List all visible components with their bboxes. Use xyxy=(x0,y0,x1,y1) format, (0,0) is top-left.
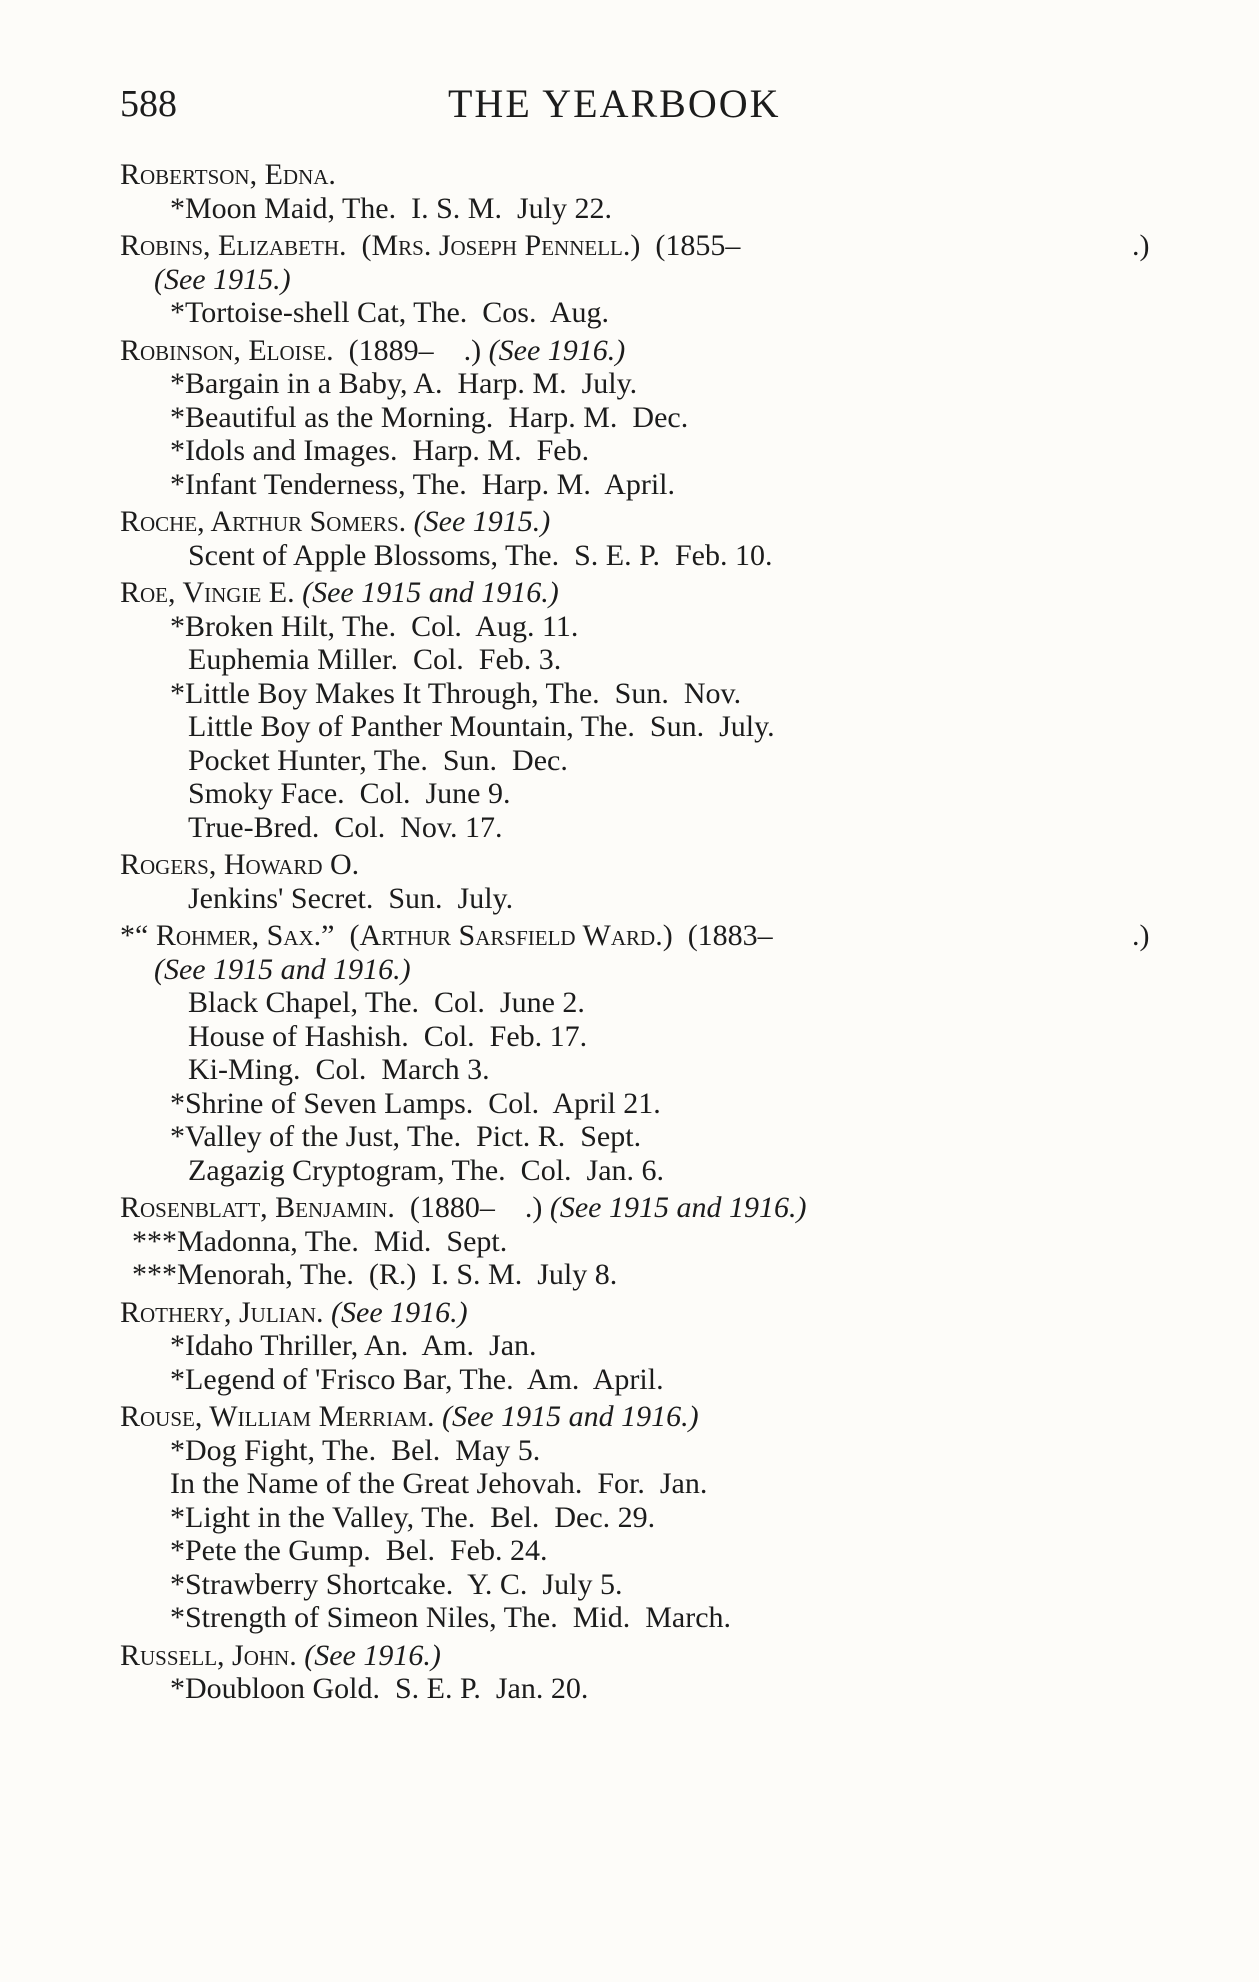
author-heading: Rogers, Howard O. xyxy=(120,848,360,881)
entry xyxy=(120,229,1160,330)
story-line: ***Menorah, The. (R.) I. S. M. July 8. xyxy=(132,1258,618,1291)
story-line: *Bargain in a Baby, A. Harp. M. July. xyxy=(170,367,638,400)
author-heading: Rouse, William Merriam. xyxy=(120,1400,435,1433)
story-line: *Light in the Valley, The. Bel. Dec. 29. xyxy=(170,1500,656,1534)
see-reference: (See 1916.) xyxy=(304,1638,441,1672)
story-line: True-Bred. Col. Nov. 17. xyxy=(188,810,503,844)
story-line: *Strength of Simeon Niles, The. Mid. March. xyxy=(170,1601,732,1634)
author-heading: Rosenblatt, Benjamin. (1880– .) xyxy=(120,1191,543,1224)
story-line: Scent of Apple Blossoms, The. S. E. P. Feb. 10. xyxy=(188,538,773,572)
page-number: 588 xyxy=(120,83,177,125)
date-close: .) xyxy=(1132,919,1150,952)
see-reference: (See 1915 and 1916.) xyxy=(441,1400,699,1433)
story-line: Jenkins' Secret. Sun. July. xyxy=(188,881,514,915)
author-heading: Robins, Elizabeth. (Mrs. Joseph Pennell.) (1855– xyxy=(120,229,741,262)
entry xyxy=(120,919,1160,1187)
entry xyxy=(120,1191,1160,1292)
story-line: Ki-Ming. Col. March 3. xyxy=(188,1053,490,1086)
date-close: .) xyxy=(1132,229,1150,262)
story-line: *Shrine of Seven Lamps. Col. April 21. xyxy=(170,1086,661,1120)
author-heading: Robinson, Eloise. (1889– .) xyxy=(120,333,482,367)
story-line: *Doubloon Gold. S. E. P. Jan. 20. xyxy=(170,1672,589,1705)
entry-list xyxy=(120,158,1160,1710)
see-reference: (See 1915.) xyxy=(413,505,551,538)
see-reference: (See 1915 and 1916.) xyxy=(154,952,411,986)
author-heading: Rothery, Julian. xyxy=(120,1295,324,1329)
entry xyxy=(120,848,1160,915)
running-head: THE YEARBOOK xyxy=(448,81,781,126)
author-heading: Roche, Arthur Somers. xyxy=(120,505,407,538)
entry xyxy=(120,1639,1160,1706)
see-reference: (See 1915.) xyxy=(154,262,291,296)
author-heading: Russell, John. xyxy=(120,1638,297,1672)
story-line: *Moon Maid, The. I. S. M. July 22. xyxy=(170,191,612,225)
see-reference: (See 1916.) xyxy=(488,333,626,367)
entry xyxy=(120,1400,1160,1635)
story-line: Smoky Face. Col. June 9. xyxy=(188,777,511,810)
story-line: Zagazig Cryptogram, The. Col. Jan. 6. xyxy=(188,1153,665,1187)
entry xyxy=(120,505,1160,572)
story-line: Little Boy of Panther Mountain, The. Sun. July. xyxy=(188,710,775,743)
story-line: Euphemia Miller. Col. Feb. 3. xyxy=(188,643,562,676)
story-line: *Idols and Images. Harp. M. Feb. xyxy=(170,434,590,467)
story-line: *Strawberry Shortcake. Y. C. July 5. xyxy=(170,1567,623,1601)
story-line: *Dog Fight, The. Bel. May 5. xyxy=(170,1433,541,1467)
entry xyxy=(120,576,1160,844)
story-line: *Legend of 'Frisco Bar, The. Am. April. xyxy=(170,1362,664,1396)
story-line: *Infant Tenderness, The. Harp. M. April. xyxy=(170,467,676,501)
story-line: In the Name of the Great Jehovah. For. Jan. xyxy=(170,1467,708,1500)
story-line: Pocket Hunter, The. Sun. Dec. xyxy=(188,743,568,777)
story-line: *Valley of the Just, The. Pict. R. Sept. xyxy=(170,1120,642,1153)
story-line: *Beautiful as the Morning. Harp. M. Dec. xyxy=(170,400,689,434)
entry xyxy=(120,158,1160,225)
story-line: *Broken Hilt, The. Col. Aug. 11. xyxy=(170,609,579,643)
entry xyxy=(120,1296,1160,1397)
see-reference: (See 1915 and 1916.) xyxy=(302,576,559,609)
story-line: ***Madonna, The. Mid. Sept. xyxy=(132,1224,508,1258)
story-line: *Little Boy Makes It Through, The. Sun. Nov. xyxy=(170,676,742,710)
story-line: House of Hashish. Col. Feb. 17. xyxy=(188,1019,588,1053)
author-heading: Roe, Vingie E. xyxy=(120,576,295,609)
story-line: *Idaho Thriller, An. Am. Jan. xyxy=(170,1329,537,1362)
see-reference: (See 1916.) xyxy=(331,1295,468,1329)
story-line: *Tortoise-shell Cat, The. Cos. Aug. xyxy=(170,296,609,329)
story-line: Black Chapel, The. Col. June 2. xyxy=(188,986,585,1019)
see-reference: (See 1915 and 1916.) xyxy=(549,1191,807,1224)
author-heading: *“ Rohmer, Sax.” (Arthur Sarsfield Ward.) (1883– xyxy=(120,919,773,952)
story-line: *Pete the Gump. Bel. Feb. 24. xyxy=(170,1534,548,1567)
entry xyxy=(120,334,1160,502)
author-heading: Robertson, Edna. xyxy=(120,158,336,191)
